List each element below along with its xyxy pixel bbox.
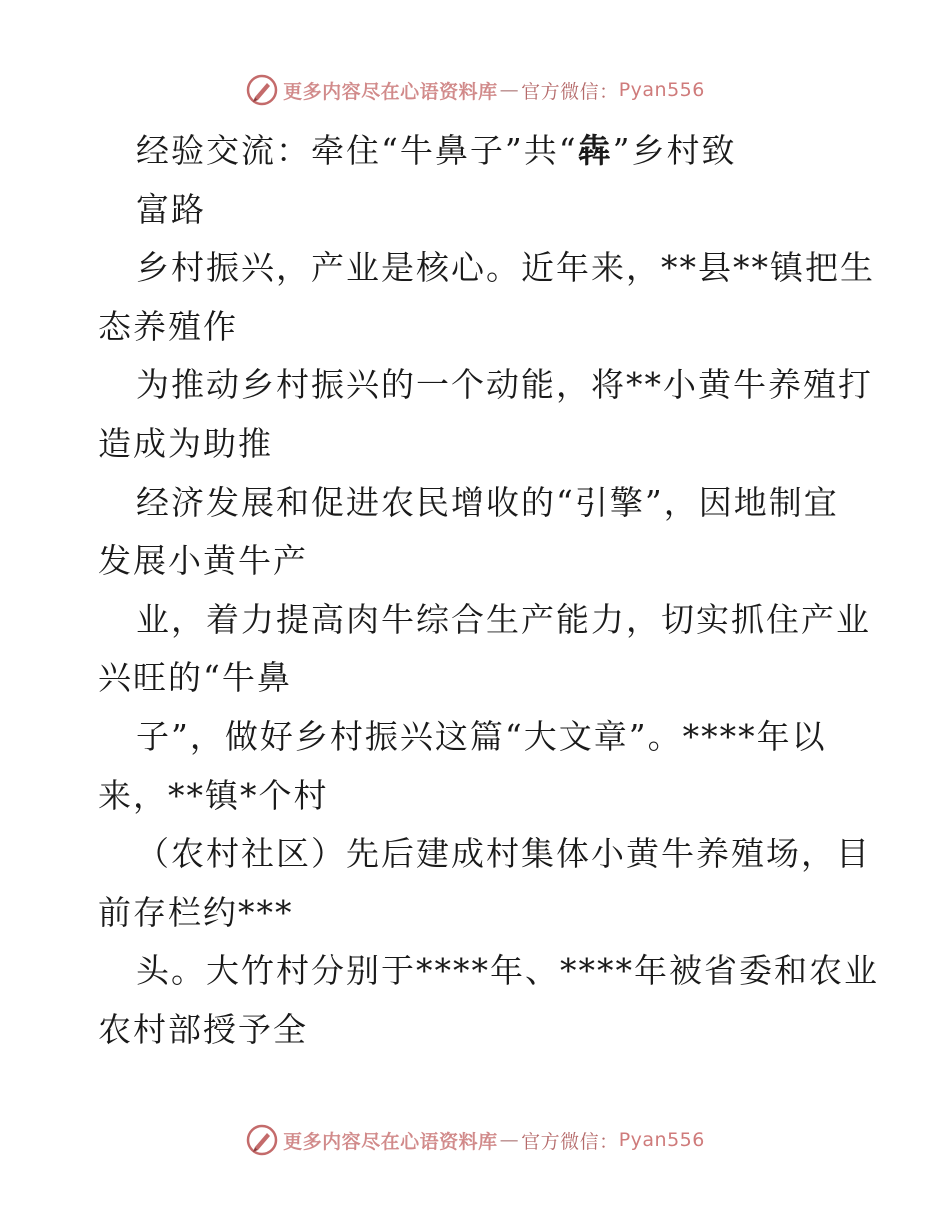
watermark-wechat-id: Pyan556	[618, 79, 705, 101]
text-line: 经济发展和促进农民增收的“引擎”，因地制宜	[136, 482, 839, 522]
watermark-label: 官方微信：	[521, 1130, 619, 1153]
title-special-char: 犇	[577, 131, 613, 170]
text-line: 造成为助推	[98, 423, 273, 463]
watermark-wechat-id: Pyan556	[618, 1129, 705, 1151]
watermark-separator: —	[499, 79, 520, 101]
text-line: 乡村振兴，产业是核心。近年来，**县**镇把生	[136, 248, 875, 288]
title-line-1	[98, 122, 858, 181]
title-line-2: 富路	[136, 189, 206, 229]
watermark-brand: 更多内容尽在心语资料库	[283, 80, 498, 103]
title-part-2: ”乡村致	[612, 131, 737, 170]
document-body	[98, 122, 879, 1060]
text-line: 发展小黄牛产	[98, 541, 308, 581]
footer-watermark	[0, 1120, 950, 1160]
pen-logo-icon	[245, 73, 279, 107]
text-line: 态养殖作	[98, 306, 238, 346]
watermark-brand: 更多内容尽在心语资料库	[283, 1130, 498, 1153]
text-line: 业，着力提高肉牛综合生产能力，切实抓住产业	[136, 599, 871, 639]
watermark-label: 官方微信：	[521, 80, 619, 103]
text-line: 兴旺的“牛鼻	[98, 658, 292, 698]
text-line: 前存栏约***	[98, 892, 294, 932]
text-line: 为推动乡村振兴的一个动能，将**小黄牛养殖打	[136, 365, 873, 405]
paragraph	[98, 239, 879, 1059]
text-line: 子”，做好乡村振兴这篇“大文章”。****年以	[136, 716, 827, 756]
title-part-1: 经验交流：牵住“牛鼻子”共“	[136, 131, 578, 170]
text-line: 头。大竹村分别于****年、****年被省委和农业	[136, 951, 879, 991]
watermark-separator: —	[499, 1129, 520, 1151]
header-watermark	[0, 70, 950, 110]
pen-logo-icon	[245, 1123, 279, 1157]
text-line: 农村部授予全	[98, 1009, 308, 1049]
text-line: 来，**镇*个村	[98, 775, 329, 815]
text-line: （农村社区）先后建成村集体小黄牛养殖场，目	[136, 834, 871, 874]
